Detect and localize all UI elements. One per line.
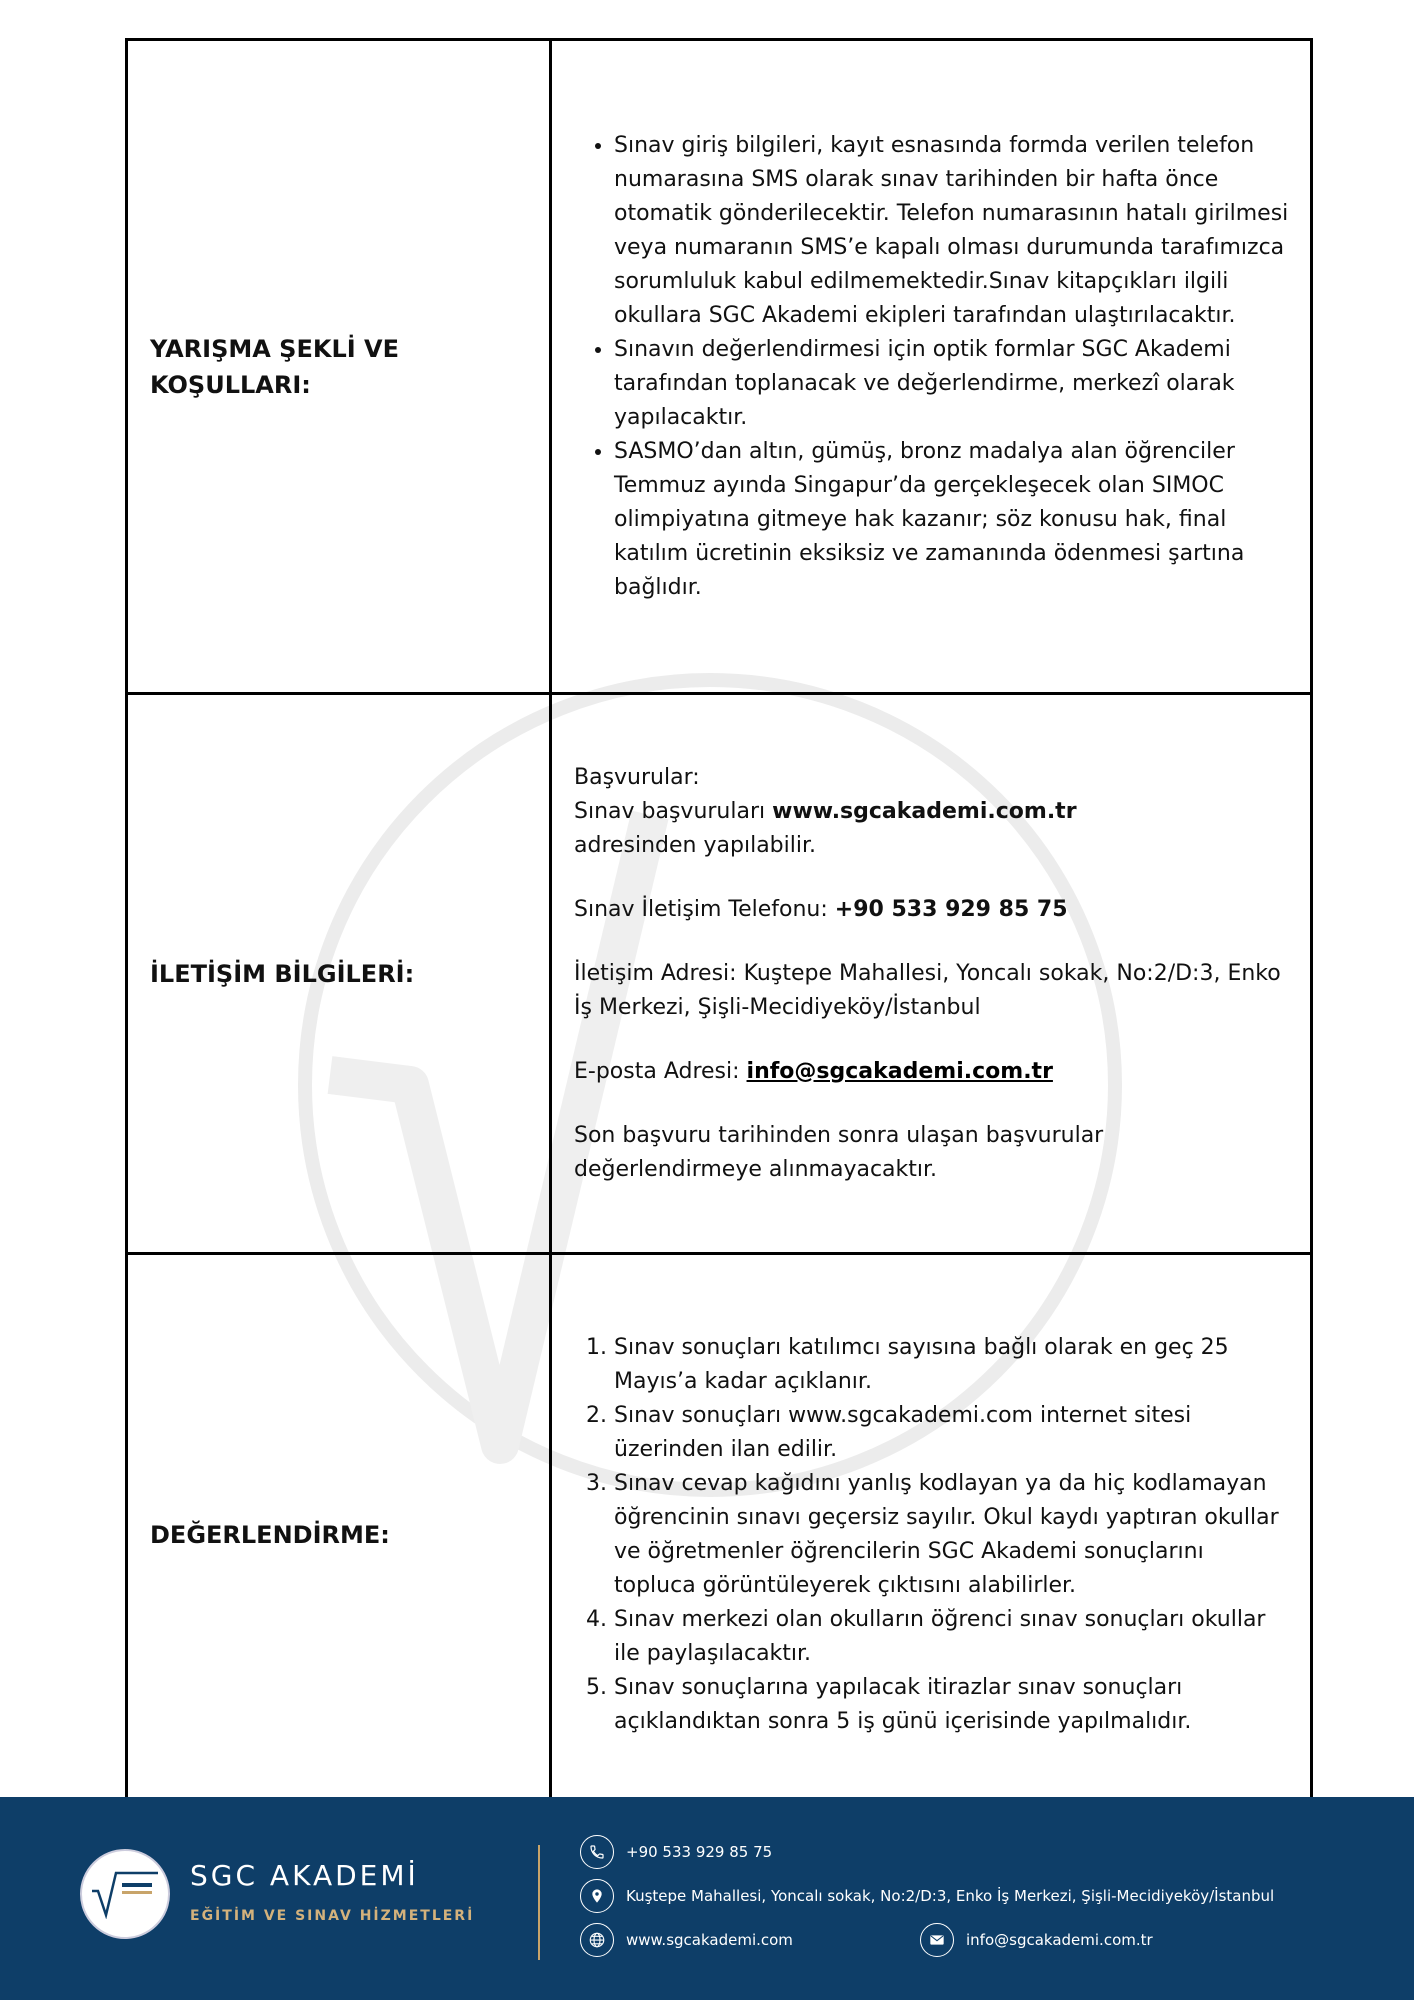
footer-website[interactable]	[580, 1923, 793, 1957]
table-row-evaluation	[127, 1254, 1312, 1817]
email-label: E-posta Adresi:	[574, 1058, 747, 1084]
address-label: İletişim Adresi:	[574, 960, 744, 986]
table-row-contact	[127, 694, 1312, 1254]
footer-address-text: Kuştepe Mahallesi, Yoncalı sokak, No:2/D:3, Enko İş Merkezi, Şişli-Mecidiyeköy/İstanbul	[626, 1887, 1275, 1905]
envelope-icon	[920, 1923, 954, 1957]
list-item: 4. Sınav merkezi olan okulların öğrenci sınav sonuçları okullar ile paylaşılacaktır.	[614, 1603, 1292, 1671]
applications-prefix: Sınav başvuruları	[574, 798, 773, 824]
applications-line	[574, 795, 1292, 829]
list-item: • Sınavın değerlendirmesi için optik formlar SGC Akademi tarafından toplanacak ve değerlendirme, merkezî olarak yapılacaktır.	[614, 333, 1292, 435]
email-link[interactable]: info@sgcakademi.com.tr	[746, 1058, 1053, 1084]
footer-tagline: EĞİTİM VE SINAV HİZMETLERİ	[190, 1908, 475, 1924]
footer	[0, 1797, 1414, 2000]
phone-icon	[580, 1835, 614, 1869]
footer-website-text[interactable]: www.sgcakademi.com	[626, 1931, 793, 1949]
row-content-contact	[551, 694, 1312, 1254]
footer-email-text[interactable]: info@sgcakademi.com.tr	[966, 1931, 1153, 1949]
list-item: 3. Sınav cevap kağıdını yanlış kodlayan ya da hiç kodlamayan öğrencinin sınavı geçersiz sayılır. Okul kaydı yaptıran okullar ve öğretmenler öğrencilerin SGC Akademi sonuçlarını topluca görüntüleyerek çıktısını alabilirler.	[614, 1467, 1292, 1603]
footer-phone	[580, 1835, 772, 1869]
globe-icon	[580, 1923, 614, 1957]
row-content-evaluation	[551, 1254, 1312, 1817]
row-content-conditions	[551, 40, 1312, 694]
footer-address	[580, 1879, 1274, 1913]
row-label-conditions: YARIŞMA ŞEKLİ VE KOŞULLARI:	[127, 40, 551, 694]
row-label-contact: İLETİŞİM BİLGİLERİ:	[127, 694, 551, 1254]
list-item: 2. Sınav sonuçları www.sgcakademi.com internet sitesi üzerinden ilan edilir.	[614, 1399, 1292, 1467]
applications-website-link[interactable]: www.sgcakademi.com.tr	[772, 798, 1077, 824]
conditions-list	[574, 129, 1292, 605]
row-label-evaluation: DEĞERLENDİRME:	[127, 1254, 551, 1817]
footer-brand: SGC AKADEMİ	[190, 1859, 419, 1892]
address-value: Kuştepe Mahallesi, Yoncalı sokak, No:2/D:3, Enko İş Merkezi, Şişli-Mecidiyeköy/İstanbul	[574, 960, 1281, 1020]
list-item: • Sınav giriş bilgileri, kayıt esnasında formda verilen telefon numarasına SMS olarak sınav tarihinden bir hafta önce otomatik gönderilecektir. Telefon numarasının hatalı girilmesi veya numaranın SMS’e kapalı olması durumunda tarafımızca sorumluluk kabul edilmemektedir.Sınav kitapçıkları ilgili okullara SGC Akademi ekipleri tarafından ulaştırılacaktır.	[614, 129, 1292, 333]
info-table	[125, 38, 1313, 1818]
location-pin-icon	[580, 1879, 614, 1913]
footer-logo	[80, 1849, 170, 1939]
address-line	[574, 957, 1292, 1025]
deadline-note: Son başvuru tarihinden sonra ulaşan başvurular değerlendirmeye alınmayacaktır.	[574, 1122, 1104, 1182]
email-line	[574, 1055, 1292, 1089]
list-item: • SASMO’dan altın, gümüş, bronz madalya alan öğrenciler Temmuz ayında Singapur’da gerçekleşecek olan SIMOC olimpiyatına gitmeye hak kazanır; söz konusu hak, final katılım ücretinin eksiksiz ve zamanında ödenmesi şartına bağlıdır.	[614, 435, 1292, 605]
footer-divider	[538, 1845, 540, 1960]
phone-line	[574, 893, 1292, 927]
logo-mark	[90, 1869, 160, 1919]
footer-email[interactable]	[920, 1923, 1153, 1957]
footer-phone-text: +90 533 929 85 75	[626, 1843, 773, 1861]
applications-suffix: adresinden yapılabilir.	[574, 832, 816, 858]
list-item: 1. Sınav sonuçları katılımcı sayısına bağlı olarak en geç 25 Mayıs’a kadar açıklanır.	[614, 1331, 1292, 1399]
table-row-conditions	[127, 40, 1312, 694]
evaluation-list	[574, 1331, 1292, 1739]
phone-value: +90 533 929 85 75	[834, 896, 1068, 922]
list-item: 5. Sınav sonuçlarına yapılacak itirazlar sınav sonuçları açıklandıktan sonra 5 iş günü içerisinde yapılmalıdır.	[614, 1671, 1292, 1739]
applications-heading: Başvurular:	[574, 764, 700, 790]
phone-label: Sınav İletişim Telefonu:	[574, 896, 835, 922]
